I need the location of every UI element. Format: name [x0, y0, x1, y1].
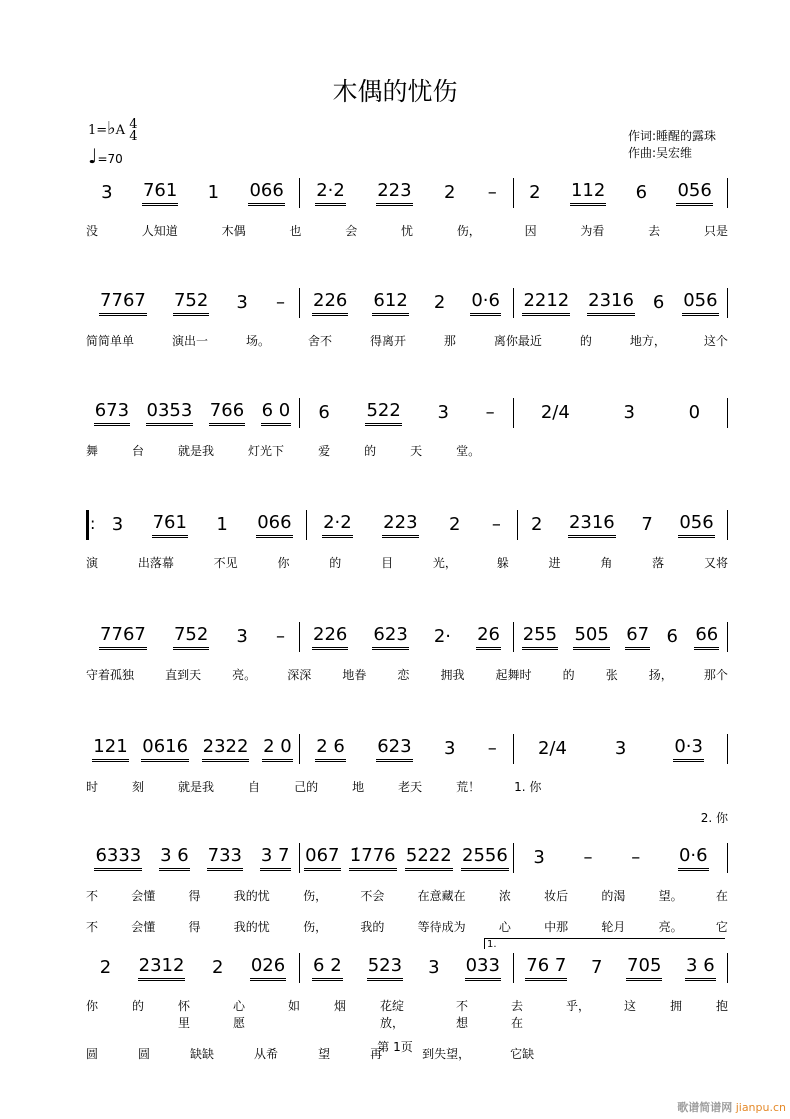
lyric-word: 时	[86, 780, 99, 794]
composer: 作曲:吴宏维	[628, 146, 693, 160]
lyric-word: 心	[498, 920, 511, 934]
lyric-word: 进	[548, 556, 561, 570]
lyricist: 作词:睡醒的露珠	[628, 129, 717, 143]
note-group: 056	[676, 180, 712, 206]
measure	[514, 732, 727, 766]
lyric-word: 伤，	[303, 889, 328, 903]
measure	[86, 841, 299, 875]
measure	[300, 396, 513, 430]
key-signature	[88, 118, 137, 143]
measure	[514, 286, 727, 320]
measure	[86, 286, 299, 320]
lyric-word: 会懂	[131, 889, 156, 903]
note-group: –	[275, 291, 285, 313]
note-group: 0·3	[673, 736, 704, 762]
measure	[86, 620, 299, 654]
note-group: 0616	[141, 736, 189, 762]
note-group: 1	[216, 513, 228, 535]
note-group: 2 6	[315, 736, 346, 762]
note-group: 0353	[146, 400, 194, 426]
note-group: 2/4	[537, 737, 567, 759]
time-signature	[129, 116, 138, 144]
lyric-word: 圆	[86, 1047, 99, 1061]
lyric-word: 不会	[360, 889, 385, 903]
note-group: 2·	[433, 625, 452, 647]
lyric-word: 会懂	[131, 920, 156, 934]
note-group: 6 2	[312, 955, 343, 981]
system-5	[86, 620, 728, 683]
flat-icon: ♭	[107, 118, 116, 139]
barline	[727, 622, 728, 652]
measure	[307, 508, 516, 542]
measure	[300, 620, 513, 654]
tempo-marking	[88, 144, 123, 168]
lyric-word: 怀里	[178, 999, 191, 1030]
note-group: 2	[433, 291, 446, 313]
barline	[727, 398, 728, 428]
lyric-word: 会	[345, 224, 358, 238]
note-group: 3	[614, 737, 627, 759]
lyric-word: 天	[410, 444, 423, 458]
lyrics-line-1	[86, 666, 728, 683]
measure	[300, 841, 513, 875]
note-group: –	[491, 513, 501, 535]
note-group: 7767	[99, 290, 147, 316]
note-group: 223	[376, 180, 412, 206]
note-group: 673	[94, 400, 130, 426]
system-4	[86, 508, 728, 571]
note-group: 3	[428, 956, 440, 978]
measure	[86, 176, 299, 210]
watermark	[677, 1099, 786, 1115]
measure	[518, 508, 727, 542]
lyric-word: 抱	[716, 999, 729, 1013]
barline	[727, 510, 728, 540]
lyric-word: 又将	[703, 556, 728, 570]
barline	[727, 953, 728, 983]
note-group: 2	[99, 956, 112, 978]
note-group: 223	[382, 512, 418, 538]
lyric-word: 张	[605, 668, 618, 682]
lyric-word: 台	[132, 444, 145, 458]
notes-row	[86, 176, 728, 210]
lyric-word: 伤，	[303, 920, 328, 934]
lyric-word: 那	[443, 334, 456, 348]
note-group: 2·2	[315, 180, 346, 206]
lyric-word: 我的忧	[233, 889, 270, 903]
lyric-word: 就是我	[178, 444, 215, 458]
lyric-word: 刻	[132, 780, 145, 794]
key-note: A	[115, 123, 126, 138]
lyric-word: 心愿	[233, 999, 246, 1030]
lyric-word: 深深	[287, 668, 312, 682]
notes-row	[86, 732, 728, 766]
note-group: 3	[111, 513, 124, 535]
note-group: 761	[142, 180, 178, 206]
lyrics-line-1	[86, 222, 728, 239]
note-group: 056	[682, 290, 718, 316]
lyric-word: 1. 你	[514, 780, 542, 794]
lyric-word: 光，	[432, 556, 457, 570]
note-group: 226	[312, 290, 348, 316]
note-group: 5222	[405, 845, 453, 871]
note-group: 761	[152, 512, 188, 538]
lyric-word: 扬，	[648, 668, 673, 682]
volta-bracket: 1.	[484, 938, 725, 949]
note-group: 2	[449, 513, 461, 535]
note-group: 66	[694, 624, 719, 650]
note-group: 6	[635, 181, 648, 203]
note-group: –	[487, 181, 497, 203]
lyric-word: 木偶	[221, 224, 246, 238]
notes-row	[86, 286, 728, 320]
note-group: 3	[101, 181, 113, 203]
system-2	[86, 286, 728, 349]
note-group: –	[275, 625, 285, 647]
notes-row	[86, 620, 728, 654]
lyric-word: 圆	[138, 1047, 151, 1061]
measure	[300, 951, 513, 985]
barline	[727, 843, 728, 873]
page-number: 第 1页	[377, 1040, 413, 1054]
lyrics-line-1	[86, 778, 728, 795]
lyric-word: 得	[188, 889, 201, 903]
lyric-word: 拥我	[440, 668, 465, 682]
notes-row	[86, 508, 728, 542]
lyric-word: 轮月	[601, 920, 626, 934]
lyric-word: 我的忧	[233, 920, 270, 934]
lyric-word: 再	[370, 1047, 383, 1061]
note-group: 705	[626, 955, 662, 981]
lyric-word: 从希	[254, 1047, 279, 1061]
note-group: 7	[590, 956, 603, 978]
note-group: 2316	[587, 290, 635, 316]
lyric-word: 为看	[580, 224, 605, 238]
note-group: 752	[173, 624, 209, 650]
lyric-word: 去在	[510, 999, 523, 1030]
note-group: 3 7	[260, 845, 291, 871]
note-group: 733	[207, 845, 243, 871]
lyric-word: 场。	[245, 334, 270, 348]
credits	[628, 128, 716, 162]
note-group: 2 0	[262, 736, 293, 762]
measure	[514, 396, 727, 430]
lyrics-line-1	[86, 887, 728, 904]
lyric-word: 忧	[400, 224, 413, 238]
lyric-word: 得离开	[369, 334, 406, 348]
note-group: 2	[443, 181, 456, 203]
notes-row	[86, 951, 728, 985]
note-group: 612	[372, 290, 408, 316]
lyric-word: 演出一	[171, 334, 208, 348]
barline	[727, 178, 728, 208]
note-group: 6 0	[261, 400, 292, 426]
note-group: 1	[207, 181, 220, 203]
note-group: 505	[573, 624, 609, 650]
note-group: 26	[476, 624, 501, 650]
note-group: 2312	[138, 955, 186, 981]
lyric-word: 地方，	[629, 334, 666, 348]
lyric-word: 地	[352, 780, 365, 794]
lyric-word: 灯光下	[248, 444, 285, 458]
lyric-word: 中那	[544, 920, 569, 934]
lyric-word: 在意藏在	[417, 889, 466, 903]
lyric-word: 2. 你	[700, 811, 728, 825]
lyric-word: 不	[86, 889, 99, 903]
lyric-word: 人知道	[141, 224, 178, 238]
note-group: 76 7	[525, 955, 567, 981]
note-group: 056	[678, 512, 714, 538]
system-6	[86, 732, 728, 826]
lyrics-line-1	[86, 442, 728, 459]
note-group: 6	[652, 291, 665, 313]
system-3	[86, 396, 728, 459]
song-title: 木偶的忧伤	[332, 77, 458, 106]
barline	[727, 734, 728, 764]
measure	[300, 176, 513, 210]
note-group: 255	[522, 624, 558, 650]
lyric-word: 的	[132, 999, 145, 1013]
notes-row	[86, 396, 728, 430]
lyric-word: 去	[648, 224, 661, 238]
note-group: 1̇776	[349, 845, 397, 871]
system-1	[86, 176, 728, 239]
measure	[300, 732, 513, 766]
note-group: –	[583, 846, 593, 868]
note-group: 7	[641, 513, 653, 535]
note-group: 523	[367, 955, 403, 981]
lyric-word: 在	[715, 889, 728, 903]
measure	[514, 841, 727, 875]
lyric-word: 花绽放，	[380, 999, 405, 1030]
lyric-word: 地眷	[342, 668, 367, 682]
lyric-word: 也	[289, 224, 302, 238]
lyric-word: 不	[86, 920, 99, 934]
lyric-word: 己的	[294, 780, 319, 794]
measure	[514, 620, 727, 654]
note-group: –	[485, 401, 495, 423]
note-group: 112	[570, 180, 606, 206]
measure	[86, 396, 299, 430]
measure	[514, 951, 727, 985]
note-group: 623	[372, 624, 408, 650]
note-group: 3	[437, 401, 449, 423]
lyric-word: 它缺	[510, 1047, 535, 1061]
watermark-cn: 歌谱简谱网	[677, 1101, 733, 1114]
note-group: 6	[318, 401, 330, 423]
note-group: 0	[688, 401, 701, 423]
note-group: 0·6	[470, 290, 501, 316]
lyric-word: 目	[381, 556, 394, 570]
note-group: 066	[248, 180, 284, 206]
note-group: 3	[533, 846, 545, 868]
lyric-word: 望	[318, 1047, 331, 1061]
lyric-word: 不想	[455, 999, 468, 1030]
note-group: –	[631, 846, 641, 868]
note-group: 752	[173, 290, 209, 316]
lyric-word: 简简单单	[86, 334, 135, 348]
note-group: 026	[250, 955, 286, 981]
note-group: 121	[92, 736, 128, 762]
note-group: 2	[211, 956, 224, 978]
lyric-word: 伤，	[456, 224, 481, 238]
lyric-word: 烟	[334, 999, 347, 1013]
note-group: 2556	[461, 845, 509, 871]
lyric-word: 得	[188, 920, 201, 934]
lyrics-line-2	[86, 918, 728, 935]
lyric-word: 乎，	[565, 999, 590, 1013]
lyric-word: 亮。	[658, 920, 683, 934]
lyric-word: 爱	[318, 444, 331, 458]
system-7	[86, 841, 728, 935]
lyric-word: 到失望，	[422, 1047, 471, 1061]
note-group: 2	[530, 513, 543, 535]
watermark-en: jianpu.cn	[735, 1101, 786, 1114]
note-group: 2212	[522, 290, 570, 316]
lyric-word: 的	[329, 556, 342, 570]
lyric-word: 那个	[703, 668, 728, 682]
note-group: 7767	[99, 624, 147, 650]
lyrics-line-1	[86, 554, 728, 571]
note-group: 2316	[568, 512, 616, 538]
lyric-word: 演	[86, 556, 99, 570]
lyric-word: 拥	[669, 999, 682, 1013]
note-group: 3 6	[159, 845, 190, 871]
note-group: 522	[365, 400, 401, 426]
lyric-word: 的渴	[601, 889, 626, 903]
lyric-word: 起舞时	[495, 668, 532, 682]
lyric-word: 望。	[658, 889, 683, 903]
lyric-word: 直到天	[165, 668, 202, 682]
lyric-word: 它	[715, 920, 728, 934]
note-group: 2	[529, 181, 541, 203]
lyric-word: 只是	[703, 224, 728, 238]
lyric-word: 舍不	[307, 334, 332, 348]
lyric-word: 因	[524, 224, 537, 238]
lyric-word: 就是我	[178, 780, 215, 794]
note-group: 3	[236, 625, 248, 647]
note-group: 3	[236, 291, 248, 313]
quarter-note-icon: ♩	[88, 144, 98, 168]
lyric-word: 这个	[703, 334, 728, 348]
lyric-word: 的	[579, 334, 592, 348]
note-group: 2·2	[322, 512, 353, 538]
lyric-word: 舞	[86, 444, 99, 458]
note-group: 3 6	[685, 955, 716, 981]
lyrics-line-1	[86, 332, 728, 349]
lyric-word: 妆后	[544, 889, 569, 903]
note-group: 2/4	[540, 401, 570, 423]
lyric-word: 亮。	[232, 668, 257, 682]
lyric-word: 没	[86, 224, 99, 238]
tempo-value: =70	[97, 152, 123, 166]
note-group: 0·6	[678, 845, 709, 871]
measure	[97, 508, 306, 542]
lyric-word: 躲	[496, 556, 509, 570]
time-bottom: 4	[129, 128, 138, 144]
note-group: 3	[623, 401, 635, 423]
lyrics-line-1	[86, 997, 728, 1031]
note-group: 766	[209, 400, 245, 426]
lyric-word: 等待成为	[417, 920, 466, 934]
notes-row	[86, 841, 728, 875]
measure	[86, 951, 299, 985]
lyric-word: 老天	[398, 780, 423, 794]
measure	[300, 286, 513, 320]
lyric-word: 荒！	[456, 780, 481, 794]
note-group: 623	[376, 736, 412, 762]
measure	[86, 732, 299, 766]
lyric-word: 堂。	[456, 444, 481, 458]
lyric-word: 你	[277, 556, 290, 570]
lyric-word: 守着孤独	[86, 668, 135, 682]
lyric-word: 的	[562, 668, 575, 682]
lyric-word: 缺缺	[190, 1047, 215, 1061]
key-prefix: 1=	[88, 123, 108, 138]
lyric-word: 自	[248, 780, 261, 794]
lyric-word: 如	[288, 999, 301, 1013]
note-group: –	[487, 737, 497, 759]
note-group: 3	[443, 737, 456, 759]
lyric-word: 我的	[360, 920, 385, 934]
lyric-word: 不见	[213, 556, 238, 570]
barline	[727, 288, 728, 318]
note-group: 67	[625, 624, 650, 650]
lyrics-line-2	[86, 809, 728, 826]
note-group: 066	[256, 512, 292, 538]
time-top: 4	[129, 116, 138, 132]
lyric-word: 恋	[397, 668, 410, 682]
lyric-word: 你	[86, 999, 99, 1013]
note-group: 033	[465, 955, 501, 981]
repeat-start-barline	[86, 510, 97, 540]
measure	[514, 176, 727, 210]
note-group: 067	[304, 845, 340, 871]
note-group: 2322	[202, 736, 250, 762]
lyric-word: 的	[364, 444, 377, 458]
lyric-word: 这	[623, 999, 636, 1013]
note-group: 6333	[94, 845, 142, 871]
lyric-word: 浓	[498, 889, 511, 903]
lyric-word: 出落幕	[137, 556, 174, 570]
note-group: 6	[666, 625, 678, 647]
note-group: 226	[312, 624, 348, 650]
lyric-word: 离你最近	[493, 334, 542, 348]
lyric-word: 角	[600, 556, 613, 570]
lyric-word: 落	[652, 556, 665, 570]
